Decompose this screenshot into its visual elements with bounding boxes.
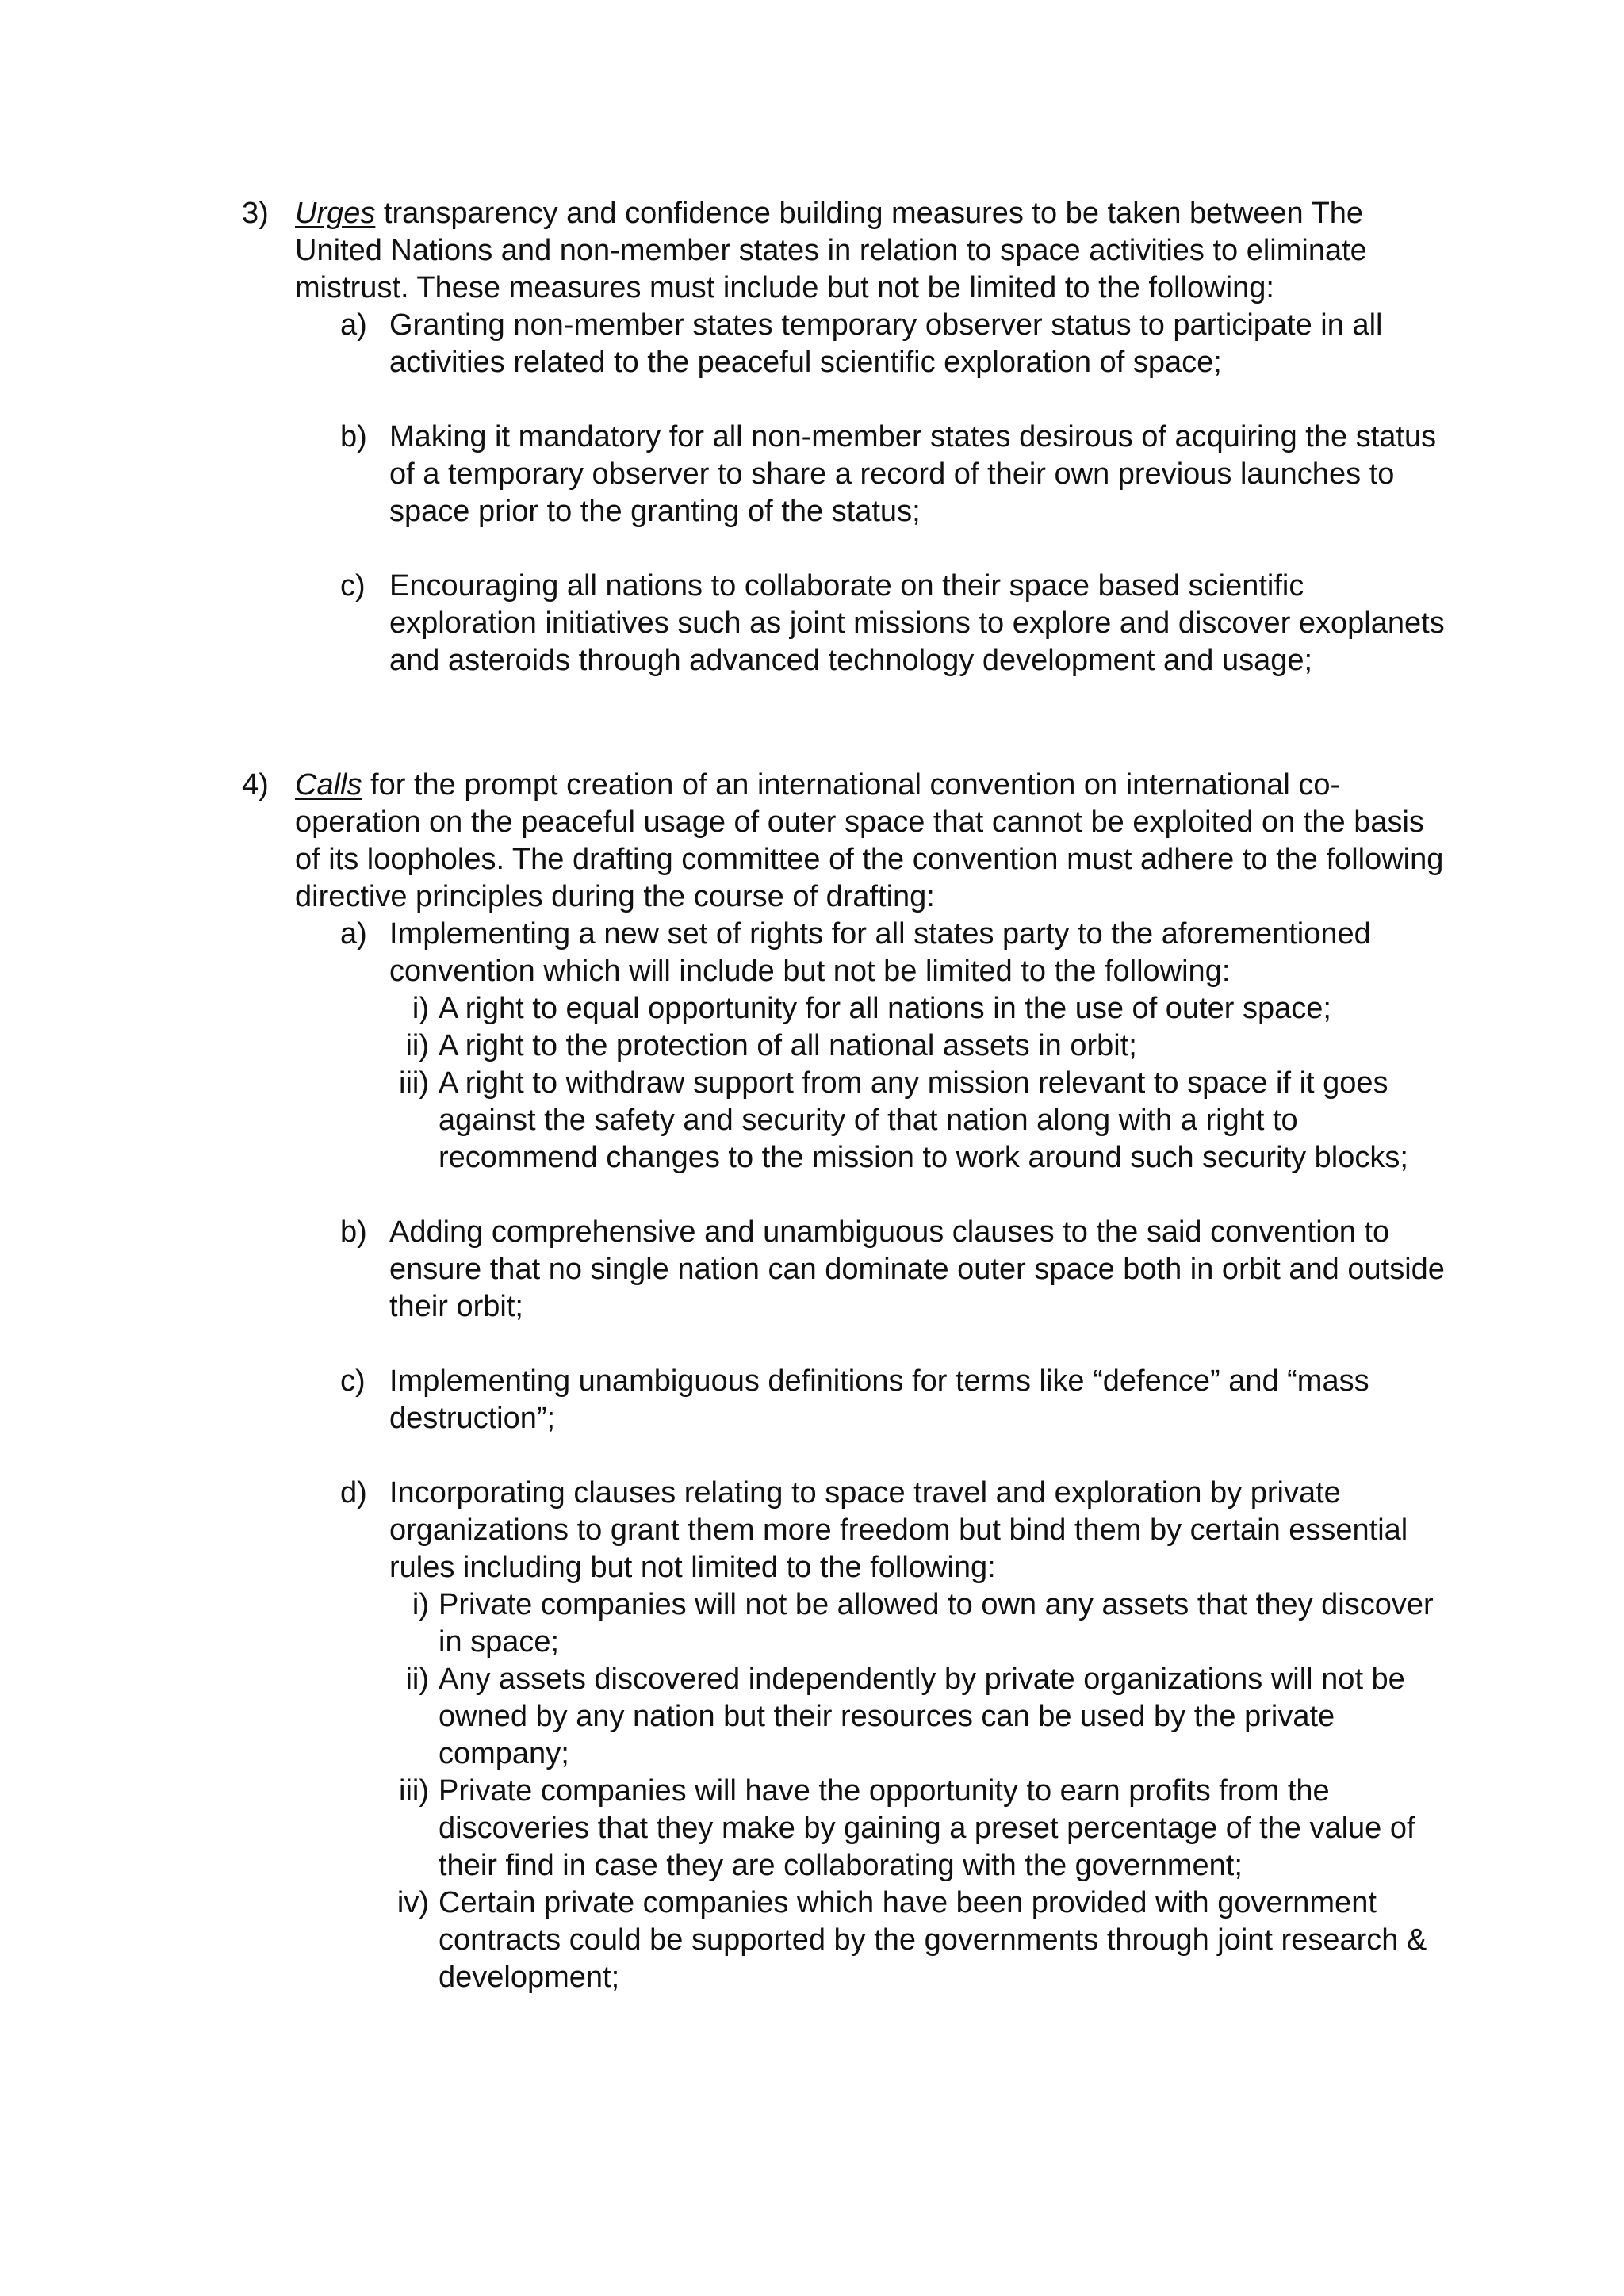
sub-sub-clause xyxy=(389,1885,1447,1996)
sub-sub-clause xyxy=(389,1586,1447,1661)
sub-sub-clause xyxy=(389,1773,1447,1885)
sub-sub-clause xyxy=(389,990,1447,1027)
sub-clause xyxy=(340,307,1447,381)
sub-sub-clause xyxy=(389,1661,1447,1773)
sub-sub-clause-label: i) xyxy=(412,1588,429,1621)
sub-clause-label: d) xyxy=(340,1476,367,1510)
sub-clause-text: Granting non-member states temporary observer status to participate in all activities related to the peaceful scientific exploration of space; xyxy=(389,308,1383,379)
sub-clause xyxy=(340,1363,1447,1437)
sub-clause-label: b) xyxy=(340,1215,367,1249)
sub-sub-clause-label: iv) xyxy=(396,1886,429,1919)
sub-sub-clause-text: Private companies will not be allowed to own any assets that they discover in space; xyxy=(439,1588,1434,1659)
sub-clause-text: Incorporating clauses relating to space travel and exploration by private organizations to grant them more freedom but bind them by certain essential rules including but not limited to the following: xyxy=(389,1476,1408,1584)
clause-number: 3) xyxy=(242,197,269,230)
sub-clause-text: Making it mandatory for all non-member states desirous of acquiring the status of a temporary observer to share a record of their own previous launches to space prior to the granting of the status; xyxy=(389,420,1437,528)
sub-clause-text: Implementing unambiguous definitions for terms like “defence” and “mass destruction”; xyxy=(389,1364,1369,1435)
clause-text: transparency and confidence building measures to be taken between The United Nations and non-member states in relation to space activities to eliminate mistrust. These measures must include but not be limited to the following: xyxy=(295,197,1367,304)
sub-clause-label: b) xyxy=(340,420,367,453)
clause-number: 4) xyxy=(242,768,269,802)
sub-clause-label: a) xyxy=(340,917,367,951)
sub-clause-text: Implementing a new set of rights for all states party to the aforementioned convention which will include but not be limited to the following: xyxy=(389,917,1371,988)
sub-clause xyxy=(340,916,1447,990)
sub-sub-clause-text: A right to equal opportunity for all nations in the use of outer space; xyxy=(439,992,1331,1025)
sub-sub-clause xyxy=(389,1065,1447,1177)
clause-body xyxy=(295,195,1447,307)
sub-clause xyxy=(340,1214,1447,1326)
sub-sub-clause-label: iii) xyxy=(399,1774,429,1808)
sub-clause-text: Adding comprehensive and unambiguous clauses to the said convention to ensure that no single nation can dominate outer space both in orbit and outside their orbit; xyxy=(389,1215,1445,1323)
operative-keyword: Calls xyxy=(295,768,362,802)
sub-clause xyxy=(340,419,1447,530)
sub-sub-clause-text: Private companies will have the opportunity to earn profits from the discoveries that they make by gaining a preset percentage of the value of their find in case they are collaborating with the government; xyxy=(439,1774,1415,1882)
sub-sub-clause-text: A right to withdraw support from any mission relevant to space if it goes against the safety and security of that nation along with a right to recommend changes to the mission to work around such security blocks; xyxy=(439,1066,1408,1174)
sub-sub-clause-text: Any assets discovered independently by private organizations will not be owned by any nation but their resources can be used by the private company; xyxy=(439,1663,1405,1770)
sub-sub-clause xyxy=(389,1027,1447,1065)
sub-sub-clause-text: Certain private companies which have been provided with government contracts could be supported by the governments through joint research & development; xyxy=(439,1886,1427,1994)
clause-3 xyxy=(242,195,1447,679)
sub-sub-clause-label: ii) xyxy=(405,1029,429,1062)
sub-clause-label: c) xyxy=(340,1364,366,1398)
sub-sub-clause-label: ii) xyxy=(405,1663,429,1696)
sub-sub-clause-label: iii) xyxy=(399,1066,429,1100)
clause-body xyxy=(295,767,1447,916)
clause-text: for the prompt creation of an international convention on international co-operation on the peaceful usage of outer space that cannot be exploited on the basis of its loopholes. The drafting committee of the convention must adhere to the following directive principles during the course of drafting: xyxy=(295,768,1444,913)
sub-clause-label: c) xyxy=(340,569,366,603)
sub-clause xyxy=(340,1475,1447,1586)
sub-clause-label: a) xyxy=(340,308,367,342)
sub-clause xyxy=(340,568,1447,679)
sub-sub-clause-text: A right to the protection of all national assets in orbit; xyxy=(439,1029,1137,1062)
sub-clause-text: Encouraging all nations to collaborate on their space based scientific exploration initiatives such as joint missions to explore and discover exoplanets and asteroids through advanced technology development and usage; xyxy=(389,569,1445,677)
operative-keyword: Urges xyxy=(295,197,376,230)
sub-sub-clause-label: i) xyxy=(412,992,429,1025)
clause-4 xyxy=(242,767,1447,1996)
